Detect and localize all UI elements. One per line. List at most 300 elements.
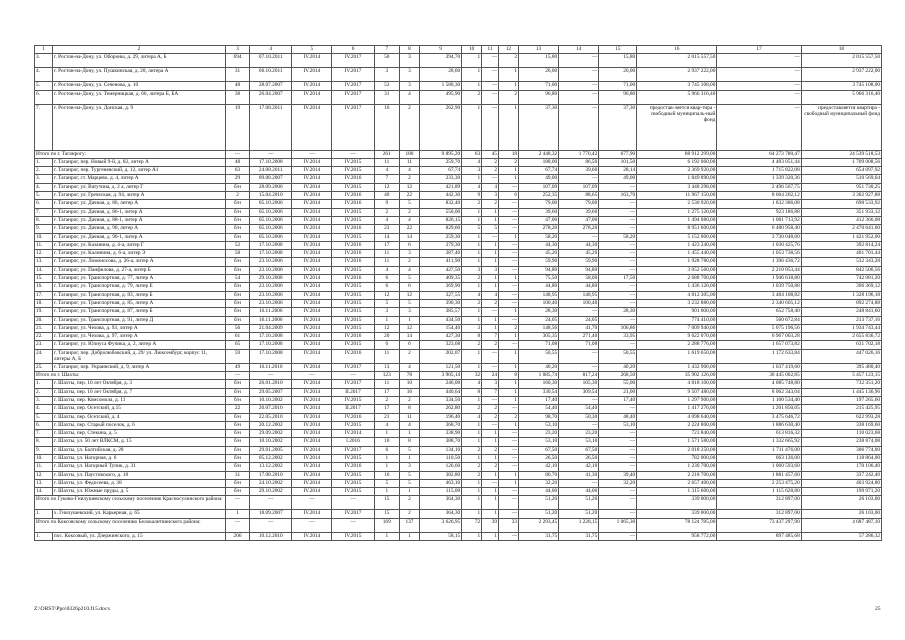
table-cell: 2 496 567,75	[717, 183, 801, 191]
table-row	[35, 299, 882, 307]
table-cell: 364,30	[419, 510, 461, 518]
table-cell: 622 993,28	[801, 413, 881, 421]
table-cell: 1	[499, 333, 519, 341]
table-cell: г. Таганрог, ул. Транспортная, д. 77, литер А	[52, 275, 225, 283]
table-cell: 1 396 436,72	[717, 258, 801, 266]
table-cell: 663 136,00	[717, 454, 801, 462]
table-cell: —	[482, 479, 499, 487]
table-cell: 2	[499, 158, 519, 166]
table-cell: 309,54	[559, 388, 599, 396]
table-cell: IV.2014	[292, 200, 332, 208]
table-cell: 3	[399, 250, 419, 258]
table-cell: 2	[462, 200, 482, 208]
table-cell: IV.2014	[292, 233, 332, 241]
table-cell: 3 730 048,00	[717, 233, 801, 241]
table-row	[35, 363, 882, 371]
table-cell: IV.2016	[332, 333, 374, 341]
table-cell: 24,05	[559, 316, 599, 324]
table-cell: г. Таганрог, ул. Юлиуса Фучика, д. 2, литер А	[52, 341, 225, 349]
table-cell: IV.2014	[292, 104, 332, 150]
table-cell: г. Таганрог, ул. Дачная, д. 86-1, литер А	[52, 208, 225, 216]
table-row	[35, 349, 882, 363]
table-cell: 5	[399, 471, 419, 479]
column-number-cell: 11	[482, 46, 499, 54]
table-cell: 47,00	[559, 216, 599, 224]
table-cell: 18	[499, 150, 519, 158]
table-cell: 28.09.2006	[250, 183, 292, 191]
table-cell: 17,50	[599, 275, 637, 283]
table-row	[35, 479, 882, 487]
table-cell: 58,20	[599, 233, 637, 241]
table-cell: 248 841,60	[801, 308, 881, 316]
table-cell: 160,30	[519, 380, 559, 388]
table-cell: 1 934 743,44	[801, 324, 881, 332]
table-cell: —	[482, 82, 499, 90]
table-cell: 1	[374, 488, 399, 496]
table-cell: IV.2014	[292, 275, 332, 283]
table-row	[35, 510, 882, 518]
table-cell: 1	[482, 496, 499, 510]
table-cell: 1	[499, 349, 519, 363]
column-number-cell: 10	[462, 46, 482, 54]
table-cell: 9 622 070,00	[637, 333, 717, 341]
table-cell: 67,50	[559, 446, 599, 454]
table-cell: 26 103,00	[801, 496, 881, 510]
table-cell: IV.2014	[292, 208, 332, 216]
table-cell: 47,00	[519, 216, 559, 224]
table-cell: I.2016	[332, 438, 374, 446]
table-cell: 613 816,32	[717, 430, 801, 438]
table-cell: 1 332 665,92	[717, 438, 801, 446]
table-cell: 148,95	[559, 291, 599, 299]
table-cell: 12.	[35, 471, 53, 479]
table-cell: 88,65	[559, 192, 599, 200]
table-cell: 28,30	[599, 308, 637, 316]
table-cell: 15,80	[519, 54, 559, 68]
table-cell: 1	[462, 532, 482, 540]
table-cell: 13	[374, 363, 399, 371]
table-cell: 3	[482, 192, 499, 200]
table-cell: 1	[499, 421, 519, 429]
table-cell: 44,80	[519, 283, 559, 291]
table-cell: 188,00	[519, 158, 559, 166]
table-cell: 723 840,00	[637, 430, 717, 438]
table-cell: 339 000,00	[637, 510, 717, 518]
table-cell: 2	[462, 463, 482, 471]
table-cell: 215 425,95	[801, 405, 881, 413]
table-cell: 832,40	[419, 200, 461, 208]
table-cell: 26,50	[559, 454, 599, 462]
table-cell: 323,68	[419, 341, 461, 349]
table-cell: 817,24	[559, 372, 599, 380]
table-cell: 53,10	[559, 438, 599, 446]
table-cell: 233,30	[419, 175, 461, 183]
table-cell: 1	[374, 454, 399, 462]
table-cell: 15	[374, 510, 399, 518]
table-cell: 2 369 920,00	[637, 167, 717, 175]
table-cell: 17.	[35, 291, 53, 299]
table-cell: IV.2014	[292, 333, 332, 341]
table-cell: 21	[374, 413, 399, 421]
table-cell: 2	[482, 167, 499, 175]
table-cell: 1.	[35, 380, 53, 388]
table-cell: 246,00	[419, 380, 461, 388]
table-cell: 1 881 457,60	[717, 471, 801, 479]
table-cell: 40	[374, 192, 399, 200]
table-cell: 2	[482, 446, 499, 454]
table-cell: —	[717, 104, 801, 150]
table-cell: —	[482, 68, 499, 82]
table-cell: 261	[374, 150, 399, 158]
table-cell: IV.2015	[332, 183, 374, 191]
table-cell: IV.2014	[292, 258, 332, 266]
table-cell: 1	[499, 68, 519, 82]
table-cell: 154,40	[419, 324, 461, 332]
table-cell: 17,40	[599, 396, 637, 404]
table-cell: 54,40	[519, 405, 559, 413]
column-number-row	[35, 46, 882, 54]
table-cell: 1	[499, 396, 519, 404]
subtotal-label: Итого по г. Шахты:	[35, 372, 226, 380]
table-cell: 06.10.2011	[250, 68, 292, 82]
table-cell: 4 687 487,10	[801, 518, 881, 532]
table-cell: б/н	[225, 208, 249, 216]
table-cell: 1	[482, 430, 499, 438]
table-cell: 338,90	[419, 430, 461, 438]
table-cell: 2 655 836,72	[801, 333, 881, 341]
table-cell: 137	[399, 518, 419, 532]
table-cell: —	[499, 463, 519, 471]
table-cell: 148,95	[519, 291, 559, 299]
table-cell: б/н	[225, 299, 249, 307]
table-cell: 2	[499, 90, 519, 104]
table-cell: 67,74	[419, 167, 461, 175]
table-cell: 50,30	[559, 413, 599, 421]
table-cell: 6	[499, 192, 519, 200]
table-cell: б/н	[225, 183, 249, 191]
table-cell: IV.2017	[332, 363, 374, 371]
table-cell: 31	[374, 90, 399, 104]
table-cell: 11.	[35, 463, 53, 471]
table-cell: х. Гнилушевский, ул. Карьерная, д. 65	[52, 510, 225, 518]
table-cell: 4	[399, 90, 419, 104]
table-cell: 5	[399, 200, 419, 208]
table-cell: 1 946 618,80	[717, 275, 801, 283]
table-cell: 951 730,25	[801, 183, 881, 191]
table-cell: 1 770,42	[559, 150, 599, 158]
table-cell: 163,70	[599, 192, 637, 200]
table-cell: 202,07	[419, 349, 461, 363]
table-cell: 16.11.2006	[250, 316, 292, 324]
table-cell: 2 288 776,00	[637, 341, 717, 349]
table-cell: —	[559, 90, 599, 104]
table-cell: IV.2014	[292, 471, 332, 479]
table-cell: 409,35	[419, 275, 461, 283]
column-number-cell: 2	[52, 46, 225, 54]
table-cell: 268,50	[599, 372, 637, 380]
table-cell: IV.2016	[332, 463, 374, 471]
table-cell: 4	[462, 291, 482, 299]
table-cell: 39,60	[519, 208, 559, 216]
table-cell: 1	[462, 82, 482, 90]
table-cell: 50	[374, 54, 399, 68]
table-cell: 51,20	[519, 496, 559, 510]
table-cell: IV.2014	[292, 175, 332, 183]
table-row	[35, 167, 882, 175]
column-number-cell: 14	[559, 46, 599, 54]
table-cell: 54	[225, 275, 249, 283]
table-cell: 107,09	[559, 183, 599, 191]
table-cell: 8.	[35, 216, 53, 224]
table-cell: —	[599, 250, 637, 258]
table-cell: 2 015 557,50	[637, 54, 717, 68]
table-cell: 10	[399, 380, 419, 388]
table-cell: —	[250, 496, 292, 510]
table-cell: —	[559, 68, 599, 82]
table-cell: IV.2016	[332, 258, 374, 266]
table-cell: —	[225, 496, 249, 510]
table-cell: 9	[374, 200, 399, 208]
table-cell: 337 242,40	[801, 471, 881, 479]
table-row	[35, 233, 882, 241]
table-cell: 463,10	[419, 479, 461, 487]
table-cell: 1	[499, 275, 519, 283]
table-row	[35, 471, 882, 479]
table-cell: II.2017	[332, 405, 374, 413]
table-cell: 11	[399, 413, 419, 421]
table-cell: 4.	[35, 183, 53, 191]
table-cell: 21.04.2009	[250, 324, 292, 332]
table-cell: 71,00	[519, 82, 559, 90]
table-cell: 199 971,20	[801, 488, 881, 496]
table-cell: 1	[462, 438, 482, 446]
table-row	[35, 158, 882, 166]
table-cell: —	[332, 150, 374, 158]
table-cell: 14	[399, 333, 419, 341]
table-cell: 5	[399, 479, 419, 487]
table-cell: 782 000,00	[637, 454, 717, 462]
table-cell: IV.2016	[332, 275, 374, 283]
table-cell: 392 814,24	[801, 241, 881, 249]
column-number-cell: 5	[292, 46, 332, 54]
table-cell: 53,10	[519, 421, 559, 429]
table-cell: 9.	[35, 446, 53, 454]
table-cell: 51,20	[559, 496, 599, 510]
table-cell: 48	[225, 158, 249, 166]
table-cell: 17.08.2010	[250, 471, 292, 479]
table-cell: б/н	[225, 388, 249, 396]
table-cell: IV.2017	[332, 90, 374, 104]
table-cell: —	[559, 54, 599, 68]
table-row	[35, 413, 882, 421]
table-cell: 1 081 713,92	[717, 216, 801, 224]
table-row	[35, 463, 882, 471]
table-cell: 5	[462, 225, 482, 233]
table-cell: 31,75	[519, 532, 559, 540]
table-cell: IV.2014	[292, 308, 332, 316]
table-cell: IV.2015	[332, 532, 374, 540]
table-cell: 2.	[35, 388, 53, 396]
table-cell: 1.	[35, 158, 53, 166]
table-cell: IV.2014	[292, 463, 332, 471]
table-cell: —	[599, 258, 637, 266]
table-cell: б/н	[225, 430, 249, 438]
table-cell: IV.2014	[292, 167, 332, 175]
table-cell: 4 812 305,00	[637, 291, 717, 299]
table-cell: 29.10.2002	[250, 488, 292, 496]
table-cell: 4	[374, 266, 399, 274]
table-cell: 67,50	[519, 446, 559, 454]
table-cell: 6 480 958,40	[717, 225, 801, 233]
table-cell: 3	[399, 82, 419, 90]
table-cell: 24.08.2011	[250, 167, 292, 175]
table-cell: 38	[225, 90, 249, 104]
table-cell: IV.2014	[292, 388, 332, 396]
table-cell: г. Таганрог, ул. Транспортная, д. 79, литер Е	[52, 283, 225, 291]
table-row	[35, 396, 882, 404]
table-cell: 2 448,32	[519, 150, 559, 158]
table-cell: 1	[482, 258, 499, 266]
table-cell: 39,60	[559, 208, 599, 216]
table-cell: 390,30	[419, 299, 461, 307]
table-cell: 3 052 560,00	[637, 266, 717, 274]
table-cell: 15.04.2010	[250, 192, 292, 200]
table-cell: 1 030 425,76	[717, 241, 801, 249]
table-cell: 252,35	[519, 192, 559, 200]
table-cell: 1	[374, 316, 399, 324]
table-cell: 3	[399, 68, 419, 82]
table-cell: IV.2017	[332, 54, 374, 68]
table-cell: 1	[462, 316, 482, 324]
table-cell: 1	[499, 175, 519, 183]
table-cell: 7	[374, 175, 399, 183]
table-cell: 631 702,18	[801, 341, 881, 349]
table-cell: 1 580,30	[419, 82, 461, 90]
table-cell: 8	[462, 333, 482, 341]
table-cell: 57 286,32	[801, 532, 881, 540]
table-cell: 1	[499, 388, 519, 396]
table-cell: предоставляется квартира - свободный муниципальный фонд	[801, 104, 881, 150]
table-row	[35, 208, 882, 216]
table-cell: 2	[399, 510, 419, 518]
table-cell: г. Шахты, ул. Паустовского, д. 18	[52, 471, 225, 479]
table-cell: —	[292, 150, 332, 158]
table-cell: 101,50	[599, 158, 637, 166]
table-cell: 21,00	[599, 388, 637, 396]
table-cell: —	[599, 488, 637, 496]
table-cell: —	[482, 175, 499, 183]
table-cell: 11	[399, 158, 419, 166]
table-cell: —	[499, 430, 519, 438]
table-cell: —	[599, 510, 637, 518]
table-cell: 1	[462, 54, 482, 68]
table-cell: 15	[374, 496, 399, 510]
column-number-cell: 15	[599, 46, 637, 54]
table-cell: 3.	[35, 396, 53, 404]
table-cell: 1	[462, 308, 482, 316]
table-cell: IV.2014	[292, 413, 332, 421]
table-cell: 5	[399, 446, 419, 454]
table-cell: —	[499, 291, 519, 299]
table-cell: 32	[462, 372, 482, 380]
table-cell: 10.10.2002	[250, 396, 292, 404]
table-cell: 40,20	[519, 363, 559, 371]
table-cell: 22	[225, 405, 249, 413]
table-cell: г. Таганрог, ул. Чехова, д. 97, литер А	[52, 333, 225, 341]
table-cell: г. Шахты, ул. Нагорный Тупик, д. 31	[52, 463, 225, 471]
table-row	[35, 446, 882, 454]
table-cell: 14	[374, 233, 399, 241]
table-cell: г. Шахты, пер. 10 лет Октября, д. 7	[52, 388, 225, 396]
table-cell: 652 758,40	[717, 308, 801, 316]
table-cell: 2 937 222,00	[637, 68, 717, 82]
table-cell: 110 023,68	[801, 430, 881, 438]
table-cell: IV.2016	[332, 175, 374, 183]
table-cell: IV.2015	[332, 396, 374, 404]
table-cell: 79,00	[559, 200, 599, 208]
table-row	[35, 380, 882, 388]
table-cell: 2 657 400,00	[637, 479, 717, 487]
table-cell: —	[499, 258, 519, 266]
table-cell: IV.2015	[332, 167, 374, 175]
table-cell: 23	[374, 225, 399, 233]
table-row	[35, 90, 882, 104]
table-row	[35, 68, 882, 82]
table-cell: 28,14	[599, 167, 637, 175]
table-cell: 12	[399, 324, 419, 332]
table-cell: 1	[499, 167, 519, 175]
table-cell: 1 085,74	[519, 372, 559, 380]
table-cell: IV.2014	[292, 380, 332, 388]
table-cell: IV.2014	[292, 488, 332, 496]
table-cell: IV.2014	[292, 316, 332, 324]
table-cell: —	[482, 308, 499, 316]
table-cell: 51,20	[519, 510, 559, 518]
table-cell: 32,20	[519, 479, 559, 487]
table-cell: 1	[482, 532, 499, 540]
table-cell: 2 470 641,60	[801, 225, 881, 233]
table-cell: 3	[399, 308, 419, 316]
table-cell: 12	[374, 324, 399, 332]
table-cell: 31,75	[559, 532, 599, 540]
table-cell: 7 009 940,00	[637, 324, 717, 332]
table-cell: IV.2014	[292, 90, 332, 104]
table-cell: IV.2014	[292, 291, 332, 299]
table-cell: —	[559, 82, 599, 90]
table-cell: 1	[462, 175, 482, 183]
table-cell: 4	[462, 380, 482, 388]
table-cell: 88 912 299,00	[637, 150, 717, 158]
table-cell: 1 339 320,36	[717, 175, 801, 183]
table-cell: 3 232 880,00	[637, 299, 717, 307]
table-cell: —	[599, 496, 637, 510]
table-cell: 20,00	[519, 68, 559, 82]
table-cell: 17.10.2008	[250, 349, 292, 363]
table-cell: —	[292, 496, 332, 510]
table-cell: 19.	[35, 308, 53, 316]
table-cell: IV.2017	[332, 104, 374, 150]
table-cell: 5.	[35, 413, 53, 421]
table-cell: пос. Коксовый, ул. Дзержинского, д. 15	[52, 532, 225, 540]
table-cell: 5.	[35, 82, 53, 90]
table-cell: 17	[374, 405, 399, 413]
table-cell: 1 039 750,88	[717, 283, 801, 291]
table-cell: IV.2014	[292, 68, 332, 82]
table-cell: —	[599, 183, 637, 191]
table-cell: 2	[399, 208, 419, 216]
table-cell: 20.07.2010	[250, 405, 292, 413]
table-cell: г. Шахты, пер. Стекина, д. 5	[52, 430, 225, 438]
